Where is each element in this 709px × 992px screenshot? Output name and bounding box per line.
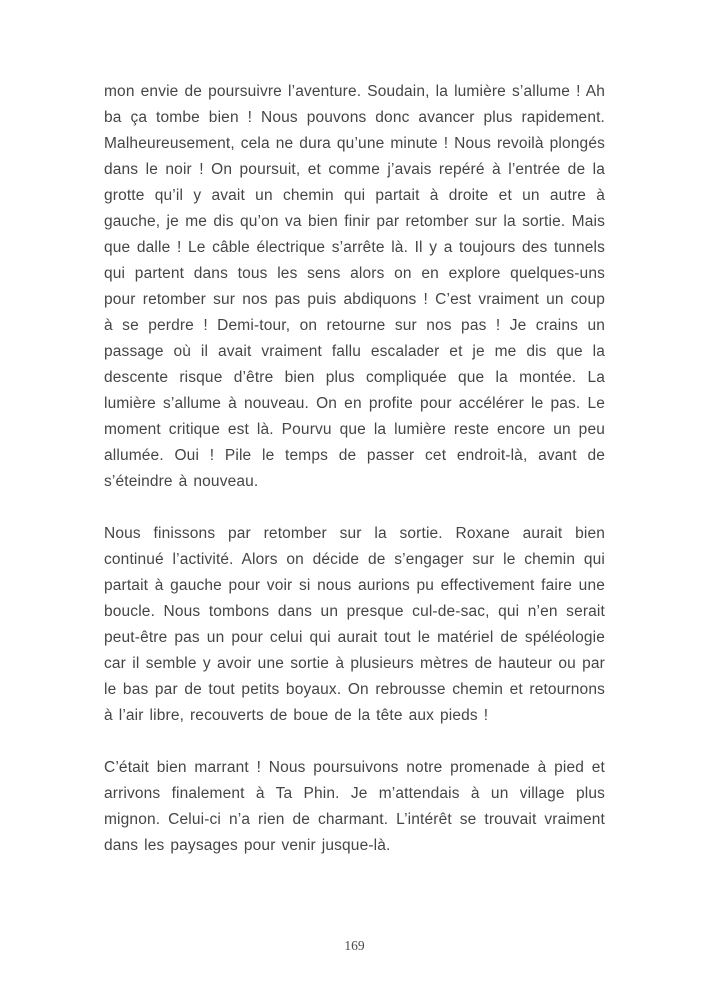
paragraph-3: C’était bien marrant ! Nous poursuivons notre promenade à pied et arrivons finalement à Ta Phin. Je m’attendais à un village plus mignon. Celui-ci n’a rien de charmant. L’intérêt se trouvait vraiment dans les paysages pour venir jusque-là. [104,759,605,854]
page-number: 169 [344,938,365,953]
paragraph-1: mon envie de poursuivre l’aventure. Soudain, la lumière s’allume ! Ah ba ça tombe bien ! Nous pouvons donc avancer plus rapidement. Malheureusement, cela ne dura qu’une minute ! Nous revoilà plongés dans le noir ! On poursuit, et comme j’avais repéré à l’entrée de la grotte qu’il y avait un chemin qui partait à droite et un autre à gauche, je me dis qu’on va bien finir par retomber sur la sortie. Mais que dalle ! Le câble électrique s’arrête là. Il y a toujours des tunnels qui partent dans tous les sens alors on en explore quelques-uns pour retomber sur nos pas puis abdiquons ! C’est vraiment un coup à se perdre ! Demi-tour, on retourne sur nos pas ! Je crains un passage où il avait vraiment fallu escalader et je me dis que la descente risque d’être bien plus compliquée que la montée. La lumière s’allume à nouveau. On en profite pour accélérer le pas. Le moment critique est là. Pourvu que la lumière reste encore un peu allumée. Oui ! Pile le temps de passer cet endroit-là, avant de s’éteindre à nouveau. [104,83,605,490]
page-text [104,79,605,859]
paragraph-2: Nous finissons par retomber sur la sortie. Roxane aurait bien continué l’activité. Alors on décide de s’engager sur le chemin qui partait à gauche pour voir si nous aurions pu effectivement faire une boucle. Nous tombons dans un presque cul-de-sac, qui n’en serait peut-être pas un pour celui qui aurait tout le matériel de spéléologie car il semble y avoir une sortie à plusieurs mètres de hauteur ou par le bas par de tout petits boyaux. On rebrousse chemin et retournons à l’air libre, recouverts de boue de la tête aux pieds ! [104,525,605,724]
